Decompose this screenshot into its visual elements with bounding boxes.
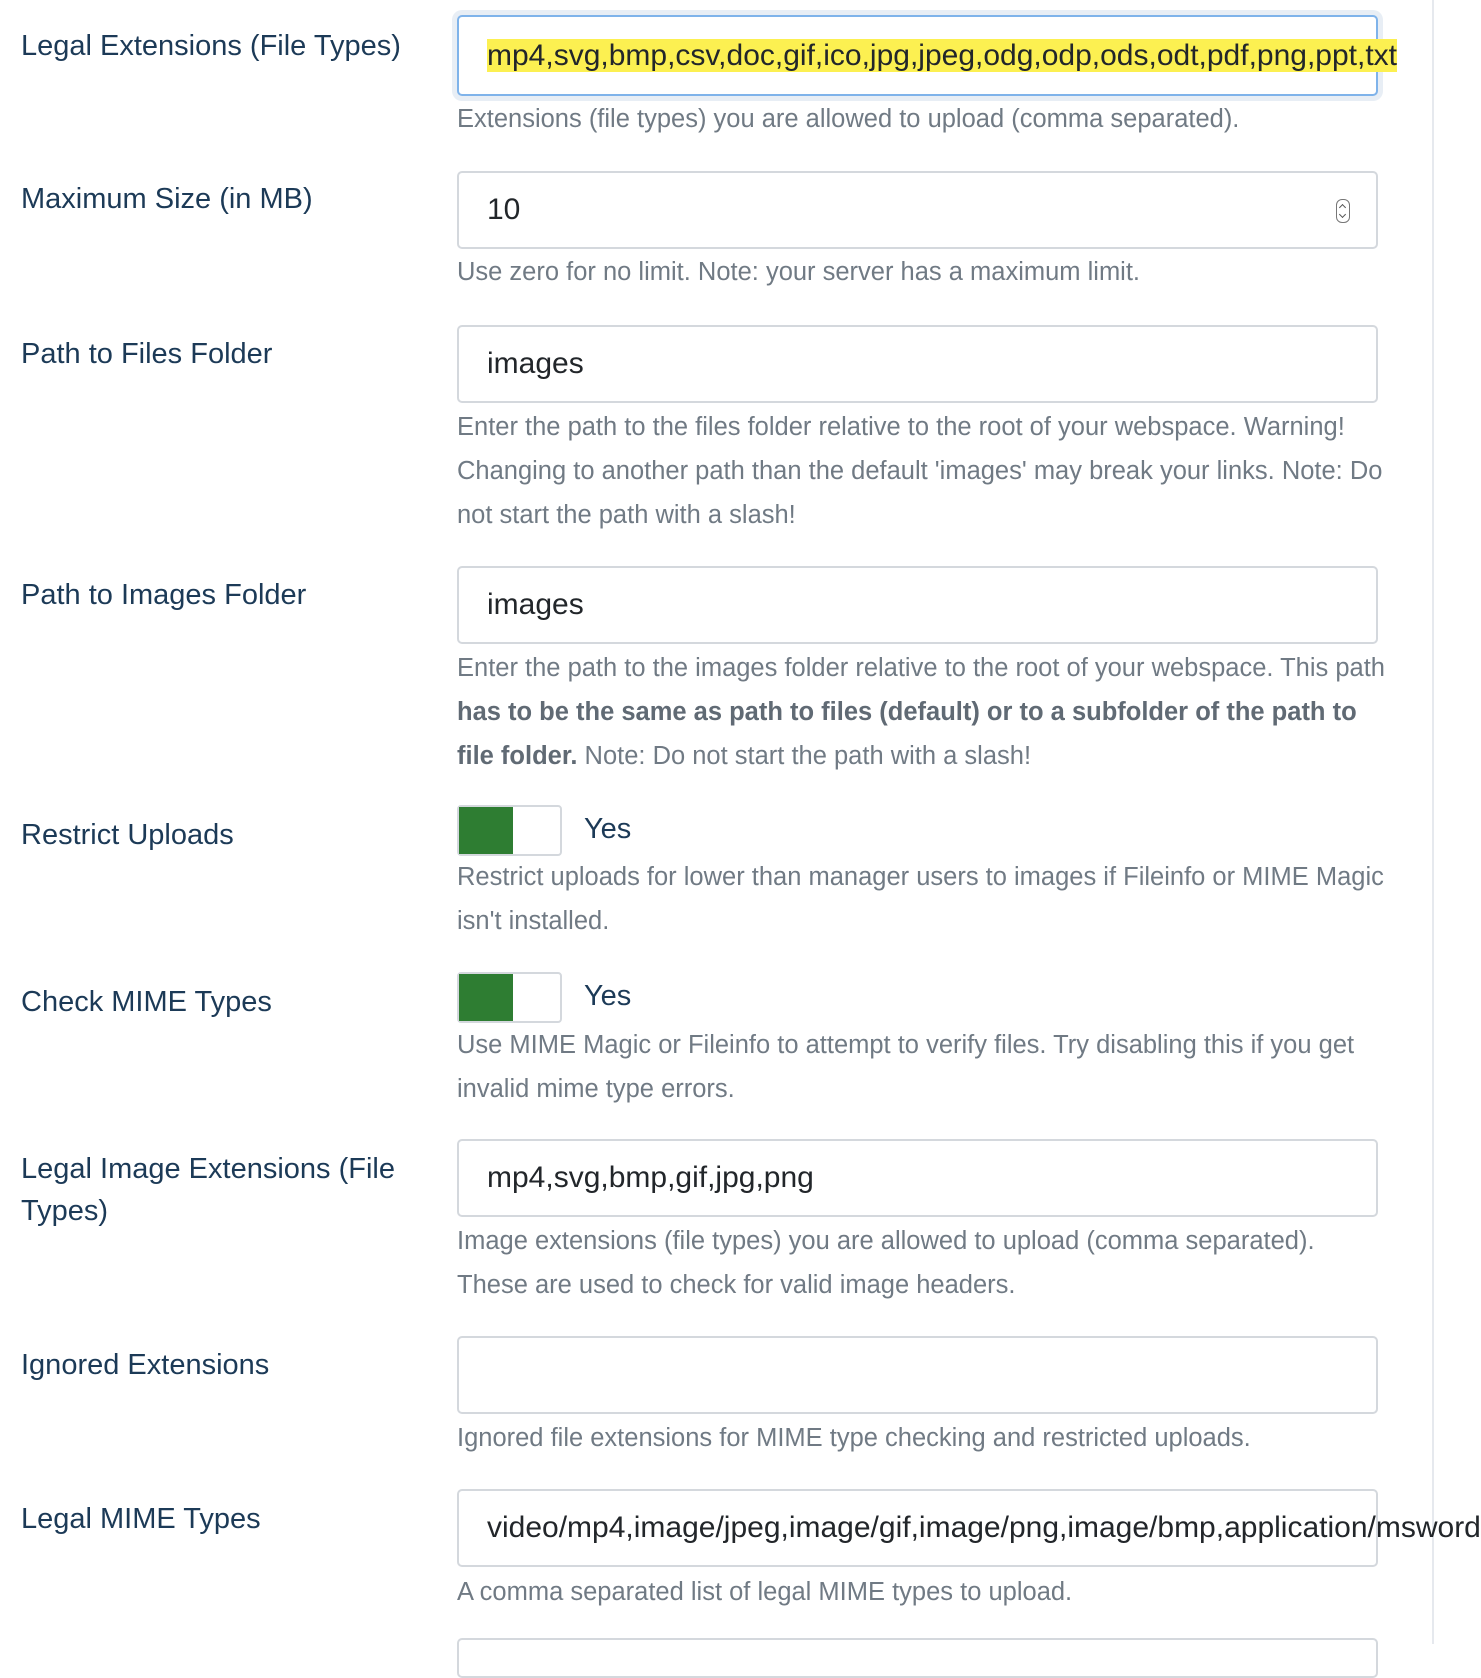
image-extensions-value: mp4,svg,bmp,gif,jpg,png xyxy=(487,1161,814,1194)
files-path-label: Path to Files Folder xyxy=(21,338,273,370)
check-mime-label: Check MIME Types xyxy=(21,986,272,1018)
images-path-help-bold: has to be the same as path to files (default) or to a subfolder of the path to file folder. xyxy=(457,698,1357,770)
ignored-extensions-input[interactable] xyxy=(457,1336,1378,1414)
image-extensions-label: Legal Image Extensions (File Types) xyxy=(21,1153,395,1227)
maximum-size-help: Use zero for no limit. Note: your server has a maximum limit. xyxy=(457,258,1141,286)
legal-mime-input[interactable] xyxy=(457,1489,1481,1567)
files-path-input[interactable] xyxy=(457,325,1378,403)
image-extensions-input[interactable] xyxy=(457,1139,1378,1217)
ignored-extensions-help: Ignored file extensions for MIME type checking and restricted uploads. xyxy=(457,1424,1251,1452)
legal-mime-label: Legal MIME Types xyxy=(21,1503,261,1535)
images-path-label: Path to Images Folder xyxy=(21,579,307,611)
next-field-input[interactable] xyxy=(457,1638,1378,1678)
maximum-size-value: 10 xyxy=(487,193,521,226)
maximum-size-input[interactable] xyxy=(457,171,1378,249)
check-mime-help: Use MIME Magic or Fileinfo to attempt to verify files. Try disabling this if you get invalid mime type errors. xyxy=(457,1031,1355,1103)
legal-extensions-label: Legal Extensions (File Types) xyxy=(21,30,401,62)
right-divider xyxy=(1432,0,1434,1644)
ignored-extensions-label: Ignored Extensions xyxy=(21,1349,270,1381)
legal-mime-help: A comma separated list of legal MIME types to upload. xyxy=(457,1578,1073,1606)
legal-extensions-value: mp4,svg,bmp,csv,doc,gif,ico,jpg,jpeg,odg,odp,ods,odt,pdf,png,ppt,txt xyxy=(487,39,1398,72)
number-spinner-icon[interactable] xyxy=(1336,199,1350,223)
maximum-size-label: Maximum Size (in MB) xyxy=(21,183,313,215)
check-mime-toggle[interactable] xyxy=(457,972,562,1023)
legal-extensions-help: Extensions (file types) you are allowed to upload (comma separated). xyxy=(457,105,1240,133)
images-path-help-text: Enter the path to the images folder relative to the root of your webspace. This path xyxy=(457,654,1385,682)
toggle-on-indicator xyxy=(459,974,513,1021)
restrict-uploads-help: Restrict uploads for lower than manager users to images if Fileinfo or MIME Magic isn't installed. xyxy=(457,863,1384,935)
image-extensions-help: Image extensions (file types) you are allowed to upload (comma separated). These are used to check for valid image headers. xyxy=(457,1227,1315,1299)
legal-mime-value: video/mp4,image/jpeg,image/gif,image/png,image/bmp,application/msword xyxy=(487,1511,1481,1544)
files-path-value: images xyxy=(487,347,584,380)
images-path-value: images xyxy=(487,588,584,621)
check-mime-state: Yes xyxy=(584,980,632,1012)
toggle-on-indicator xyxy=(459,807,513,854)
images-path-help-note: Note: Do not start the path with a slash! xyxy=(577,742,1032,770)
restrict-uploads-toggle[interactable] xyxy=(457,805,562,856)
restrict-uploads-state: Yes xyxy=(584,813,632,845)
images-path-help xyxy=(457,646,1387,778)
images-path-input[interactable] xyxy=(457,566,1378,644)
legal-extensions-input[interactable] xyxy=(457,15,1398,96)
files-path-help: Enter the path to the files folder relative to the root of your webspace. Warning! Changing to another path than the default 'images' may break your links. Note: Do not start the path with a slash! xyxy=(457,413,1383,529)
restrict-uploads-label: Restrict Uploads xyxy=(21,819,234,851)
